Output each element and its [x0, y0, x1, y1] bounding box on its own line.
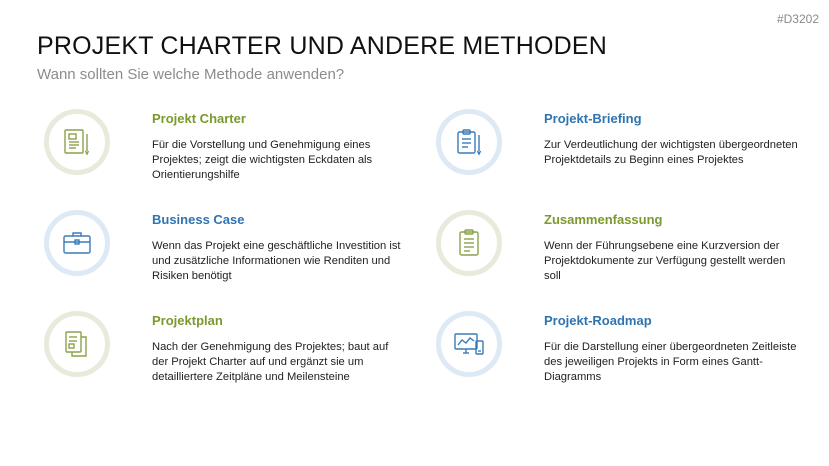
method-description: Wenn das Projekt eine geschäftliche Investition ist und zusätzliche Informationen wie Renditen und Risiken benötigt — [152, 240, 401, 282]
documents-icon — [60, 327, 94, 361]
icon-ring — [436, 311, 502, 377]
method-title: Projektplan — [152, 313, 223, 328]
slide-code: #D3202 — [776, 12, 819, 26]
method-description: Zur Verdeutlichung der wichtigsten übergeordneten Projektdetails zu Beginn eines Projektes — [544, 139, 798, 166]
clipboard-pen-icon — [452, 125, 486, 159]
method-title: Projekt-Roadmap — [544, 313, 652, 328]
method-projekt-briefing — [436, 109, 826, 199]
method-business-case — [44, 210, 434, 300]
devices-chart-icon — [452, 327, 486, 361]
page-subtitle: Wann sollten Sie welche Methode anwenden? — [37, 66, 345, 83]
clipboard-icon — [452, 226, 486, 260]
method-title: Projekt-Briefing — [544, 111, 642, 126]
method-title: Zusammenfassung — [544, 212, 663, 227]
document-pen-icon — [60, 125, 94, 159]
briefcase-icon — [60, 226, 94, 260]
method-zusammenfassung — [436, 210, 826, 300]
method-projektplan — [44, 311, 434, 401]
icon-ring — [436, 109, 502, 175]
method-description: Wenn der Führungsebene eine Kurzversion der Projektdokumente zur Verfügung gestellt werden soll — [544, 240, 786, 282]
method-projekt-roadmap — [436, 311, 826, 401]
method-description: Für die Darstellung einer übergeordneten Zeitleiste des jeweiligen Projekts in Form eines Gantt-Diagramms — [544, 341, 797, 383]
method-title: Projekt Charter — [152, 111, 246, 126]
method-description: Für die Vorstellung und Genehmigung eines Projektes; zeigt die wichtigsten Eckdaten als Orientierungshilfe — [152, 139, 373, 181]
icon-ring — [44, 109, 110, 175]
icon-ring — [436, 210, 502, 276]
page-title: PROJEKT CHARTER UND ANDERE METHODEN — [37, 32, 608, 60]
method-description: Nach der Genehmigung des Projektes; baut auf der Projekt Charter auf und ergänzt sie um detailliertere Zeitpläne und Meilensteine — [152, 341, 389, 383]
method-title: Business Case — [152, 212, 245, 227]
icon-ring — [44, 311, 110, 377]
method-projekt-charter — [44, 109, 434, 199]
icon-ring — [44, 210, 110, 276]
